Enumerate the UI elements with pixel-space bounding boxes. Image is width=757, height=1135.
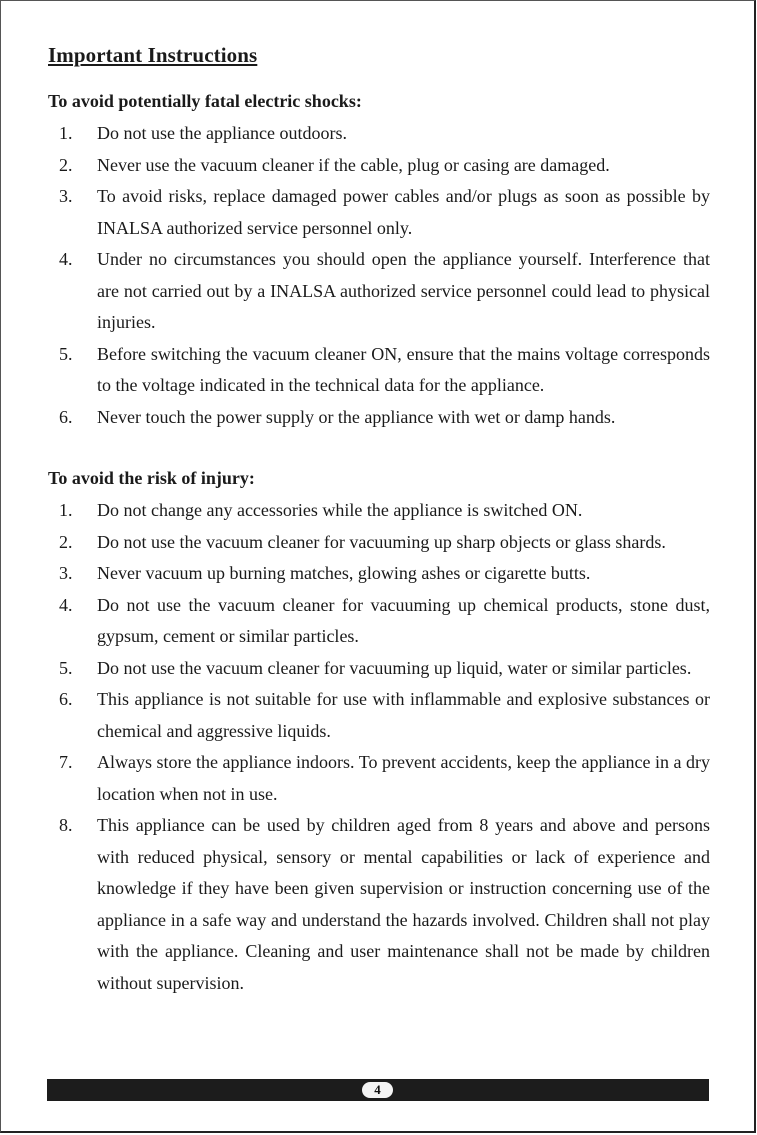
item-text: Do not change any accessories while the appliance is switched ON. [97,500,583,520]
item-text: Do not use the vacuum cleaner for vacuuming up liquid, water or similar particles. [97,657,692,678]
item-number: 1. [59,500,73,520]
list-item [48,150,710,182]
item-text: Do not use the vacuum cleaner for vacuuming up chemical products, stone dust, gypsum, cement or similar particles. [97,594,710,646]
list-item [48,118,710,150]
item-number: 2. [59,531,73,552]
item-number: 1. [59,123,73,143]
item-number: 3. [59,186,73,206]
item-number: 7. [59,752,73,772]
item-text: Never touch the power supply or the appliance with wet or damp hands. [97,406,616,427]
item-number: 6. [59,689,73,709]
item-number: 4. [59,249,73,269]
list-item [48,181,710,244]
electric-shock-list [48,118,710,433]
item-text: This appliance is not suitable for use with inflammable and explosive substances or chemical and aggressive liquids. [97,689,710,741]
item-number: 5. [59,657,73,678]
item-text: Do not use the appliance outdoors. [97,123,347,143]
list-item [48,747,710,810]
list-item [48,402,710,434]
item-number: 8. [59,815,73,835]
item-number: 3. [59,563,73,583]
page-content [48,42,710,999]
page-number: 4 [362,1082,393,1098]
list-item [48,684,710,747]
injury-list [48,495,710,999]
item-text: Do not use the vacuum cleaner for vacuuming up sharp objects or glass shards. [97,531,666,552]
item-text: This appliance can be used by children aged from 8 years and above and persons with reduced physical, sensory or mental capabilities or lack of experience and knowledge if they have been given supervision or instruction concerning use of the appliance in a safe way and understand the hazards involved. Children shall not play with the appliance. Cleaning and user maintenance shall not be made by children without supervision. [97,815,710,993]
list-item [48,558,710,590]
section-heading-injury: To avoid the risk of injury: [48,468,255,488]
item-text: Always store the appliance indoors. To prevent accidents, keep the appliance in a dry location when not in use. [97,752,710,804]
list-item [48,810,710,999]
list-item [48,527,710,559]
item-text: Never use the vacuum cleaner if the cable, plug or casing are damaged. [97,154,610,175]
page-title: Important Instructions [48,43,258,67]
item-number: 2. [59,154,73,175]
item-text: Under no circumstances you should open the appliance yourself. Interference that are not carried out by a INALSA authorized service personnel could lead to physical injuries. [97,249,710,332]
list-item [48,339,710,402]
list-item [48,590,710,653]
item-text: To avoid risks, replace damaged power cables and/or plugs as soon as possible by INALSA authorized service personnel only. [97,186,710,238]
section-heading-electric-shock: To avoid potentially fatal electric shocks: [48,91,362,111]
item-number: 4. [59,594,73,615]
item-number: 5. [59,343,73,364]
list-item [48,495,710,527]
list-item [48,653,710,685]
item-text: Before switching the vacuum cleaner ON, ensure that the mains voltage corresponds to the voltage indicated in the technical data for the appliance. [97,343,710,395]
item-number: 6. [59,406,73,427]
item-text: Never vacuum up burning matches, glowing ashes or cigarette butts. [97,563,591,583]
list-item [48,244,710,339]
